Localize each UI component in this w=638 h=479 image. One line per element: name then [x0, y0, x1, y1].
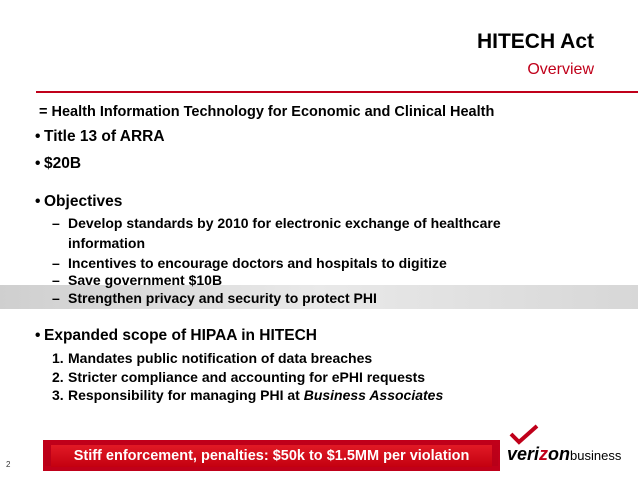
title-divider	[36, 91, 638, 93]
expanded-item: 2. Stricter compliance and accounting for ePHI requests	[52, 369, 426, 385]
objective-item: – Save government $10B	[52, 272, 223, 288]
objectives-heading: • Objectives	[35, 193, 123, 210]
expanded-item: 1. Mandates public notification of data breaches	[52, 350, 373, 366]
expanded-item: 3. Responsibility for managing PHI at Business Associates	[52, 387, 444, 403]
objective-item-highlighted: – Strengthen privacy and security to protect PHI	[52, 290, 377, 306]
objective-item: – Develop standards by 2010 for electronic exchange of healthcare	[52, 215, 501, 231]
logo-wordmark: verizonbusiness	[507, 444, 622, 464]
definition-line: = Health Information Technology for Economic and Clinical Health	[39, 104, 495, 120]
objective-item-continued: information	[68, 235, 145, 251]
bullet-title13: • Title 13 of ARRA	[35, 128, 165, 145]
callout-text: Stiff enforcement, penalties: $50k to $1.5MM per violation	[51, 445, 492, 467]
slide-subtitle: Overview	[527, 61, 594, 78]
enforcement-callout	[43, 440, 500, 471]
slide-title: HITECH Act	[476, 30, 594, 53]
page-number: 2	[6, 460, 11, 469]
objective-item: – Incentives to encourage doctors and hospitals to digitize	[52, 255, 447, 271]
checkmark-icon	[509, 424, 539, 446]
expanded-heading: • Expanded scope of HIPAA in HITECH	[35, 327, 317, 344]
bullet-funding: • $20B	[35, 155, 82, 172]
verizon-business-logo	[507, 424, 627, 464]
